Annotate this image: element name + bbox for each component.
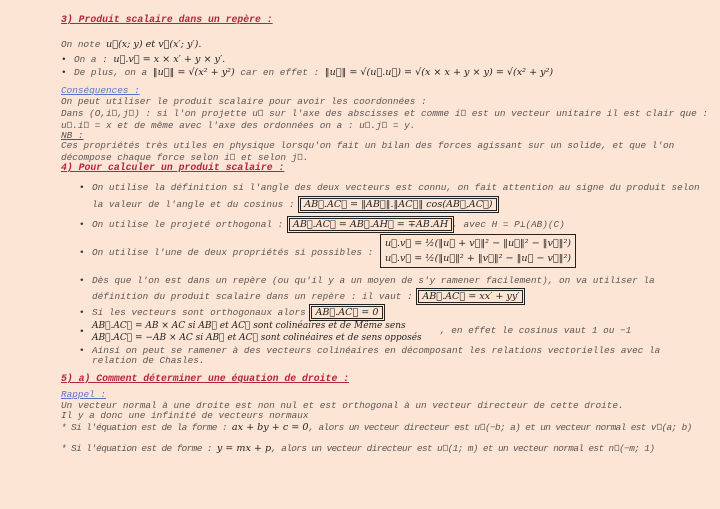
definition-formula-box: AB⃗.AC⃗ = ‖AB⃗‖.‖AC⃗‖ cos(AB⃗,AC⃗) xyxy=(300,198,496,211)
note-math: u⃗(x; y) et v⃗(x′; y′). xyxy=(106,39,202,50)
bullet-proprietes: • On utilise l'une de deux propriétés si possibles : xyxy=(92,247,373,258)
text-rest: , alors un vecteur directeur est u⃗(−b; a) et un vecteur normal est v⃗(a; b) xyxy=(308,422,692,433)
consequences-line-3: u⃗.i⃗ = x et de même avec l'axe des ordonnées on a : u⃗.j⃗ = y. xyxy=(61,120,416,131)
bullet-on-a xyxy=(74,54,225,65)
formula-same-direction: AB⃗.AC⃗ = AB × AC si AB⃗ et AC⃗ sont colinéaires et de Même sens xyxy=(92,321,406,331)
bullet-projete xyxy=(92,219,565,230)
section-4-heading: 4) Pour calculer un produit scalaire : xyxy=(61,162,285,173)
bullet-repere: • Dès que l'on est dans un repère (ou qu'il y a un moyen de s'y ramener facilement), on va utiliser la xyxy=(92,275,655,286)
bullet-chasles: • Ainsi on peut se ramener à des vecteurs colinéaires en décomposant les relations vectorielles avec la xyxy=(92,345,660,356)
section-5-heading: 5) a) Comment déterminer une équation de droite : xyxy=(61,373,350,384)
nb-line-2: décompose chaque force selon i⃗ et selon j⃗. xyxy=(61,152,309,163)
text-after: , avec H = P⊥(AB)(C) xyxy=(452,219,565,230)
coordinates-formula-box: AB⃗.AC⃗ = xx′ + yy′ xyxy=(418,290,523,303)
text: la valeur de l'angle et du cosinus : xyxy=(92,199,295,210)
bullet-definition-line-2 xyxy=(92,199,497,210)
bullet-repere-line-2 xyxy=(92,291,523,302)
colinear-note: , en effet le cosinus vaut 1 ou −1 xyxy=(440,325,632,336)
consequences-line-2: Dans (O,i⃗,j⃗) : si l'on projette u⃗ sur l'axe des abscisses et comme i⃗ est un vecteur unitaire il est clair que : xyxy=(61,108,708,119)
text: * Si l'équation est de la forme : xyxy=(61,422,227,433)
rappel-line-2: Il y a donc une infinité de vecteurs normaux xyxy=(61,410,309,421)
bullet-de-plus xyxy=(74,67,553,78)
bullet-math: u⃗.v⃗ = x × x′ + y × y′. xyxy=(113,54,226,65)
equation-math: ax + by + c = 0 xyxy=(231,422,309,433)
text: On utilise le projeté orthogonal : xyxy=(92,219,284,230)
colinear-formulas xyxy=(92,320,422,344)
rappel-line-1: Un vecteur normal à une droite est non nul et est orthogonal à un vecteur directeur de cette droite. xyxy=(61,400,624,411)
text: définition du produit scalaire dans un repère : il vaut : xyxy=(92,291,413,302)
norm-math: ‖u⃗‖ = √(x² + y²) xyxy=(152,67,235,78)
text: Si les vecteurs sont orthogonaux alors xyxy=(92,307,306,318)
formula-opposite-direction: AB⃗.AC⃗ = −AB × AC si AB⃗ et AC⃗ sont colinéaires et de sens opposés xyxy=(92,333,422,343)
bullet-orthogonaux xyxy=(92,307,383,318)
nb-label: NB : xyxy=(61,130,84,141)
note-text: On note xyxy=(61,39,101,50)
projection-formula-box: AB⃗.AC⃗ = AB⃗.AH⃗ = ∓AB.AH xyxy=(289,218,452,231)
note-line xyxy=(61,39,201,50)
polarization-formulas-box xyxy=(380,234,576,268)
bullet-definition: • On utilise la définition si l'angle des deux vecteurs est connu, on fait attention au signe du produit selon xyxy=(92,182,700,193)
formula-1: u⃗.v⃗ = ½(‖u⃗ + v⃗‖² − ‖u⃗‖² − ‖v⃗‖²) xyxy=(385,238,572,249)
bullet-text-2: car en effet : xyxy=(240,67,320,78)
norm-proof-math: ‖u⃗‖ = √(u⃗.u⃗) = √(x × x + y × y) = √(x² + y²) xyxy=(324,67,554,78)
section-3-heading: 3) Produit scalaire dans un repère : xyxy=(61,14,273,25)
case-reduced xyxy=(61,443,654,454)
equation-math: y = mx + p xyxy=(216,443,272,454)
consequences-label: Conséquences : xyxy=(61,85,140,96)
case-cartesian xyxy=(61,422,692,433)
text: * Si l'équation est de forme : xyxy=(61,443,212,454)
text-rest: , alors un vecteur directeur est u⃗(1; m) et un vecteur normal est n⃗(−m; 1) xyxy=(271,443,655,454)
formula-2: u⃗.v⃗ = ½(‖u⃗‖² + ‖v⃗‖² − ‖u⃗ − v⃗‖²) xyxy=(385,253,572,264)
nb-line-1: Ces propriétés très utiles en physique lorsqu'on fait un bilan des forces agissant sur un solide, et que l'on xyxy=(61,140,675,151)
consequences-line-1: On peut utiliser le produit scalaire pour avoir les coordonnées : xyxy=(61,96,427,107)
rappel-label: Rappel : xyxy=(61,389,107,400)
bullet-text: De plus, on a xyxy=(74,67,148,78)
bullet-chasles-line-2: relation de Chasles. xyxy=(92,355,205,366)
orthogonal-formula-box: AB⃗.AC⃗ = 0 xyxy=(311,306,382,319)
bullet-text: On a : xyxy=(74,54,108,65)
